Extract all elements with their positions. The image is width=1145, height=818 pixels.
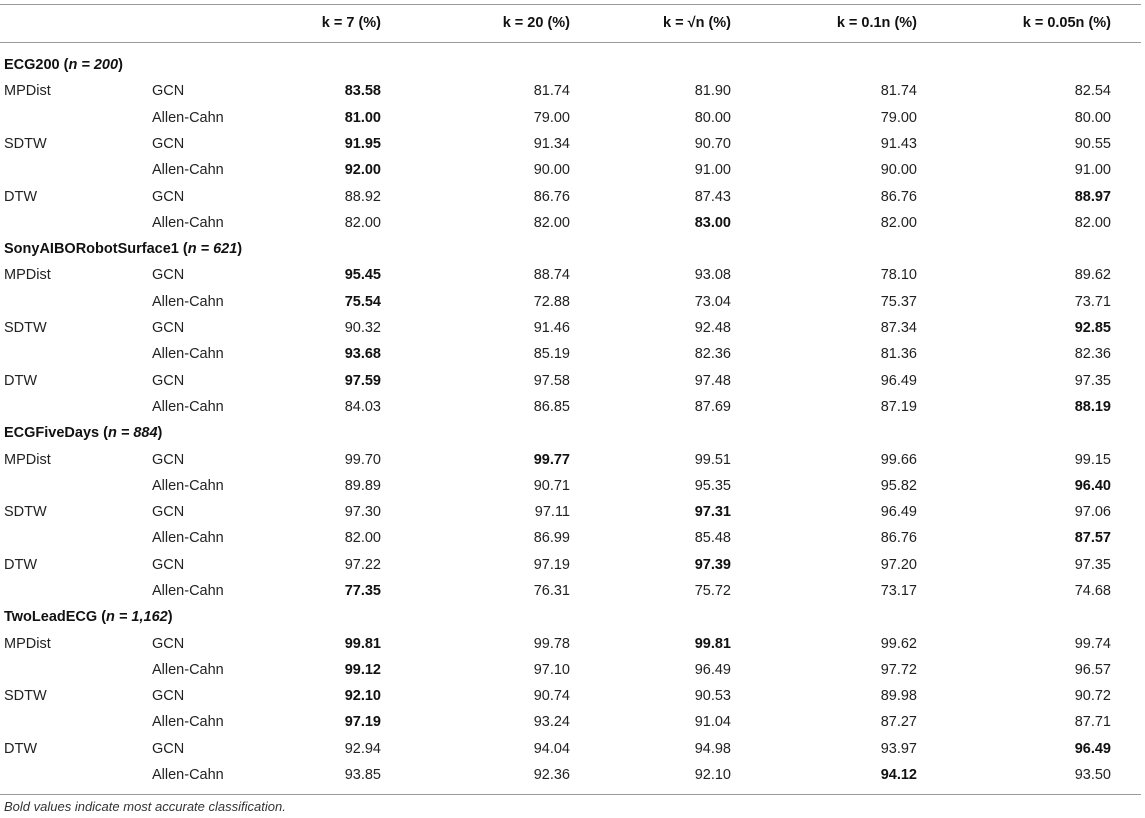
value-cell: 93.85 (344, 767, 381, 783)
value-cell: 97.11 (534, 504, 570, 520)
value-cell: 79.00 (880, 110, 917, 126)
value-cell: 86.76 (880, 530, 917, 546)
value-cell: 91.34 (533, 136, 570, 152)
value-cell: 97.39 (694, 557, 731, 573)
value-cell: 85.19 (533, 346, 570, 362)
value-cell: 93.50 (1074, 767, 1111, 783)
value-cell: 86.99 (533, 530, 570, 546)
method-cell: SDTW (4, 320, 47, 336)
table-row (0, 499, 1145, 525)
value-cell: 88.97 (1074, 189, 1111, 205)
value-cell: 99.81 (344, 636, 381, 652)
value-cell: 79.00 (533, 110, 570, 126)
value-cell: 91.95 (344, 136, 381, 152)
method-cell: DTW (4, 557, 38, 573)
method-cell: SDTW (4, 504, 47, 520)
method-cell: DTW (4, 741, 38, 757)
table-row (0, 525, 1145, 551)
header-ksqrt: k = √n (%) (663, 15, 731, 31)
method-cell: MPDist (4, 452, 51, 468)
table-row (0, 131, 1145, 157)
model-cell: Allen-Cahn (152, 346, 224, 362)
header-k01n: k = 0.1n (%) (836, 15, 917, 31)
method-cell: SDTW (4, 688, 47, 704)
table-row (0, 368, 1145, 394)
model-cell: Allen-Cahn (152, 294, 224, 310)
value-cell: 80.00 (694, 110, 731, 126)
model-cell: Allen-Cahn (152, 662, 224, 678)
dataset-title: SonyAIBORobotSurface1 (n = 621) (4, 241, 243, 257)
value-cell: 82.00 (1074, 215, 1111, 231)
value-cell: 99.77 (533, 452, 570, 468)
value-cell: 92.85 (1074, 320, 1111, 336)
value-cell: 94.98 (694, 741, 731, 757)
value-cell: 97.59 (344, 373, 381, 389)
table-row (0, 657, 1145, 683)
dataset-title: TwoLeadECG (n = 1,162) (4, 609, 173, 625)
value-cell: 87.27 (880, 714, 917, 730)
table-footnote: Bold values indicate most accurate classification. (4, 799, 286, 814)
method-cell: DTW (4, 373, 38, 389)
value-cell: 82.00 (533, 215, 570, 231)
value-cell: 89.62 (1074, 267, 1111, 283)
value-cell: 81.36 (880, 346, 917, 362)
table-row (0, 341, 1145, 367)
model-cell: GCN (152, 320, 185, 336)
value-cell: 92.00 (344, 162, 381, 178)
table-bottom-rule (0, 794, 1141, 795)
value-cell: 85.48 (694, 530, 731, 546)
value-cell: 90.00 (533, 162, 570, 178)
value-cell: 93.08 (694, 267, 731, 283)
value-cell: 90.00 (880, 162, 917, 178)
value-cell: 97.35 (1074, 557, 1111, 573)
value-cell: 82.54 (1074, 83, 1111, 99)
value-cell: 75.37 (880, 294, 917, 310)
value-cell: 99.62 (880, 636, 917, 652)
value-cell: 99.70 (344, 452, 381, 468)
value-cell: 73.71 (1074, 294, 1111, 310)
table-top-rule (0, 4, 1141, 5)
value-cell: 93.68 (344, 346, 381, 362)
value-cell: 96.49 (880, 504, 917, 520)
dataset-size: n = 1,162 (106, 609, 168, 625)
value-cell: 94.12 (880, 767, 917, 783)
value-cell: 87.19 (880, 399, 917, 415)
value-cell: 89.89 (344, 478, 381, 494)
value-cell: 99.51 (694, 452, 731, 468)
model-cell: Allen-Cahn (152, 714, 224, 730)
value-cell: 91.46 (533, 320, 570, 336)
table-row (0, 157, 1145, 183)
value-cell: 88.92 (344, 189, 381, 205)
table-row (0, 631, 1145, 657)
table-row (0, 289, 1145, 315)
value-cell: 74.68 (1074, 583, 1111, 599)
header-k20: k = 20 (%) (502, 15, 570, 31)
header-k7: k = 7 (%) (321, 15, 381, 31)
table-row (0, 578, 1145, 604)
value-cell: 93.97 (880, 741, 917, 757)
value-cell: 99.74 (1074, 636, 1111, 652)
value-cell: 82.00 (880, 215, 917, 231)
value-cell: 96.40 (1074, 478, 1111, 494)
value-cell: 73.17 (880, 583, 917, 599)
header-rule (0, 42, 1141, 43)
model-cell: Allen-Cahn (152, 215, 224, 231)
table-row (0, 394, 1145, 420)
dataset-heading (0, 236, 1145, 262)
value-cell: 97.35 (1074, 373, 1111, 389)
table-row (0, 762, 1145, 788)
value-cell: 99.15 (1074, 452, 1111, 468)
value-cell: 95.45 (344, 267, 381, 283)
dataset-size: n = 200 (68, 57, 119, 73)
dataset-heading (0, 604, 1145, 630)
value-cell: 81.74 (880, 83, 917, 99)
value-cell: 91.00 (694, 162, 731, 178)
value-cell: 95.82 (880, 478, 917, 494)
table-row (0, 709, 1145, 735)
value-cell: 90.53 (694, 688, 731, 704)
dataset-title: ECG200 (n = 200) (4, 57, 123, 73)
value-cell: 83.58 (344, 83, 381, 99)
value-cell: 78.10 (880, 267, 917, 283)
model-cell: GCN (152, 557, 185, 573)
value-cell: 73.04 (694, 294, 731, 310)
value-cell: 99.66 (880, 452, 917, 468)
value-cell: 97.22 (344, 557, 381, 573)
model-cell: GCN (152, 741, 185, 757)
table-row (0, 552, 1145, 578)
method-cell: MPDist (4, 636, 51, 652)
value-cell: 90.32 (344, 320, 381, 336)
table-row (0, 736, 1145, 762)
table-row (0, 447, 1145, 473)
value-cell: 82.00 (344, 530, 381, 546)
value-cell: 99.78 (533, 636, 570, 652)
value-cell: 81.90 (694, 83, 731, 99)
value-cell: 90.71 (533, 478, 570, 494)
value-cell: 81.74 (533, 83, 570, 99)
dataset-name: SonyAIBORobotSurface1 (4, 241, 179, 257)
model-cell: Allen-Cahn (152, 110, 224, 126)
method-cell: MPDist (4, 267, 51, 283)
model-cell: GCN (152, 373, 185, 389)
value-cell: 86.76 (880, 189, 917, 205)
table-row (0, 210, 1145, 236)
dataset-size: n = 884 (107, 425, 158, 441)
value-cell: 90.74 (533, 688, 570, 704)
value-cell: 94.04 (533, 741, 570, 757)
model-cell: GCN (152, 189, 185, 205)
value-cell: 82.36 (1074, 346, 1111, 362)
model-cell: GCN (152, 267, 185, 283)
value-cell: 76.31 (533, 583, 570, 599)
value-cell: 95.35 (694, 478, 731, 494)
value-cell: 97.72 (880, 662, 917, 678)
value-cell: 80.00 (1074, 110, 1111, 126)
value-cell: 88.74 (533, 267, 570, 283)
value-cell: 84.03 (344, 399, 381, 415)
value-cell: 91.43 (880, 136, 917, 152)
value-cell: 97.58 (533, 373, 570, 389)
model-cell: GCN (152, 452, 185, 468)
method-cell: SDTW (4, 136, 47, 152)
value-cell: 97.20 (880, 557, 917, 573)
value-cell: 82.00 (344, 215, 381, 231)
method-cell: DTW (4, 189, 38, 205)
dataset-heading (0, 420, 1145, 446)
value-cell: 90.55 (1074, 136, 1111, 152)
value-cell: 88.19 (1074, 399, 1111, 415)
value-cell: 83.00 (694, 215, 731, 231)
value-cell: 81.00 (344, 110, 381, 126)
value-cell: 97.06 (1074, 504, 1111, 520)
value-cell: 99.81 (694, 636, 731, 652)
dataset-size: n = 621 (187, 241, 238, 257)
value-cell: 86.85 (533, 399, 570, 415)
model-cell: Allen-Cahn (152, 530, 224, 546)
table-row (0, 473, 1145, 499)
value-cell: 75.72 (694, 583, 731, 599)
model-cell: GCN (152, 83, 185, 99)
value-cell: 92.10 (694, 767, 731, 783)
value-cell: 97.19 (533, 557, 570, 573)
table-header-row (0, 10, 1145, 36)
value-cell: 87.71 (1074, 714, 1111, 730)
value-cell: 75.54 (344, 294, 381, 310)
table-row (0, 315, 1145, 341)
value-cell: 87.57 (1074, 530, 1111, 546)
value-cell: 92.10 (344, 688, 381, 704)
value-cell: 97.10 (533, 662, 570, 678)
dataset-heading (0, 52, 1145, 78)
value-cell: 92.48 (694, 320, 731, 336)
value-cell: 72.88 (533, 294, 570, 310)
dataset-name: TwoLeadECG (4, 609, 98, 625)
value-cell: 87.43 (694, 189, 731, 205)
table-row (0, 184, 1145, 210)
value-cell: 93.24 (533, 714, 570, 730)
model-cell: GCN (152, 504, 185, 520)
model-cell: Allen-Cahn (152, 162, 224, 178)
value-cell: 97.19 (344, 714, 381, 730)
model-cell: Allen-Cahn (152, 399, 224, 415)
value-cell: 89.98 (880, 688, 917, 704)
value-cell: 90.72 (1074, 688, 1111, 704)
value-cell: 91.00 (1074, 162, 1111, 178)
table-row (0, 105, 1145, 131)
dataset-name: ECG200 (4, 57, 60, 73)
value-cell: 87.34 (880, 320, 917, 336)
model-cell: GCN (152, 688, 185, 704)
value-cell: 86.76 (533, 189, 570, 205)
value-cell: 82.36 (694, 346, 731, 362)
value-cell: 96.49 (1074, 741, 1111, 757)
table-row (0, 78, 1145, 104)
model-cell: Allen-Cahn (152, 478, 224, 494)
model-cell: GCN (152, 136, 185, 152)
table-row (0, 683, 1145, 709)
value-cell: 87.69 (694, 399, 731, 415)
value-cell: 97.30 (344, 504, 381, 520)
value-cell: 92.94 (344, 741, 381, 757)
dataset-title: ECGFiveDays (n = 884) (4, 425, 163, 441)
value-cell: 92.36 (533, 767, 570, 783)
model-cell: GCN (152, 636, 185, 652)
value-cell: 91.04 (694, 714, 731, 730)
value-cell: 97.48 (694, 373, 731, 389)
value-cell: 97.31 (694, 504, 731, 520)
model-cell: Allen-Cahn (152, 767, 224, 783)
value-cell: 96.57 (1074, 662, 1111, 678)
dataset-name: ECGFiveDays (4, 425, 100, 441)
method-cell: MPDist (4, 83, 51, 99)
model-cell: Allen-Cahn (152, 583, 224, 599)
value-cell: 96.49 (880, 373, 917, 389)
value-cell: 90.70 (694, 136, 731, 152)
table-row (0, 262, 1145, 288)
header-k005n: k = 0.05n (%) (1022, 15, 1111, 31)
value-cell: 77.35 (344, 583, 381, 599)
value-cell: 96.49 (694, 662, 731, 678)
value-cell: 99.12 (344, 662, 381, 678)
